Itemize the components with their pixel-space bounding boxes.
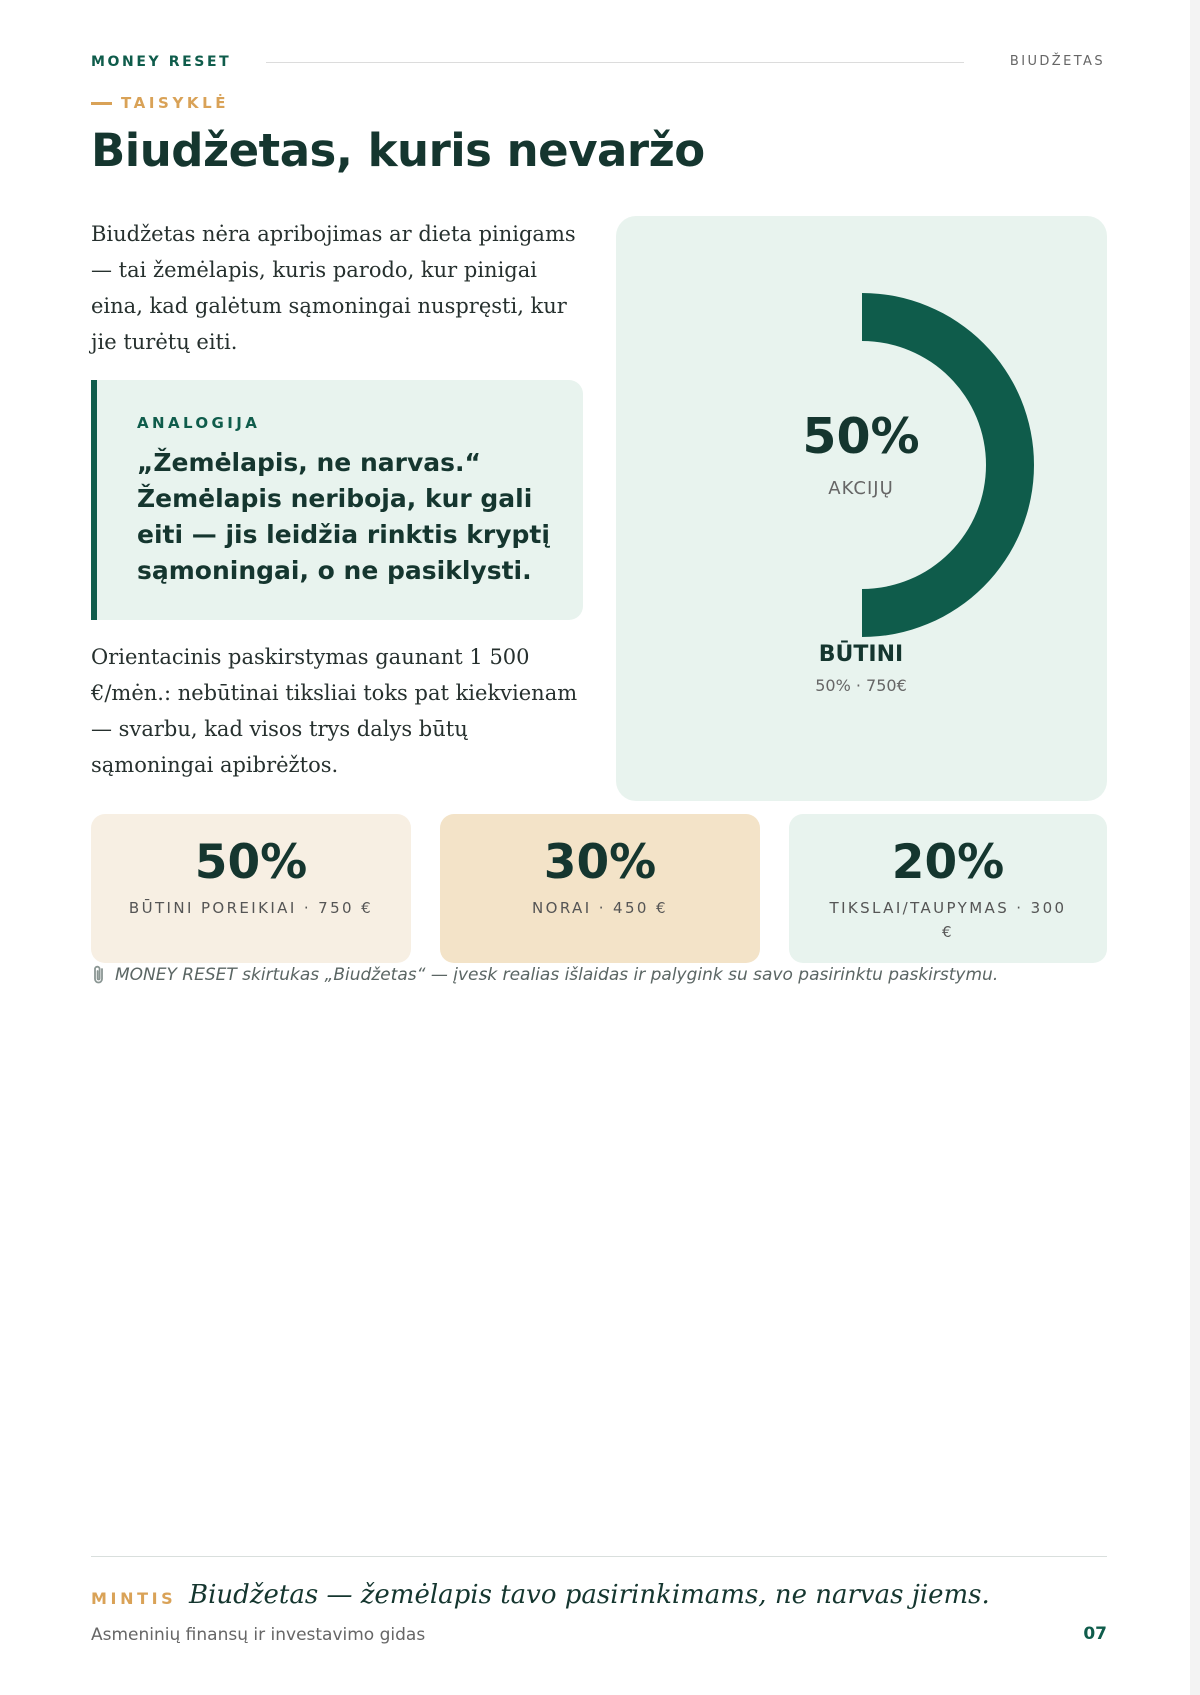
analogy-text xyxy=(137,445,557,589)
tool-note xyxy=(91,964,1111,986)
stat-card-wants xyxy=(440,814,760,963)
stat-value: 50% xyxy=(194,835,308,890)
tool-note-text: MONEY RESET skirtukas „Biudžetas“ — įvesk realias išlaidas ir palygink su savo pasirinktu paskirstymu. xyxy=(115,965,999,985)
analogy-quote: „Žemėlapis, ne narvas.“ xyxy=(137,448,481,477)
stat-value: 30% xyxy=(543,835,657,890)
kicker-label: TAISYKLĖ xyxy=(121,94,230,112)
brand-name: MONEY RESET xyxy=(91,54,232,70)
kicker-dash-icon xyxy=(91,102,112,105)
page-number: 07 xyxy=(1083,1624,1107,1644)
page-edge xyxy=(1190,0,1200,1695)
segment-name: BŪTINI xyxy=(818,642,904,667)
footer-subtitle: Asmeninių finansų ir investavimo gidas xyxy=(91,1625,426,1645)
page-title: Biudžetas, kuris nevaržo xyxy=(91,124,705,177)
paperclip-icon xyxy=(91,964,107,986)
stat-value: 20% xyxy=(891,835,1005,890)
stat-label: TIKSLAI/TAUPYMAS · 300 € xyxy=(829,899,1067,941)
segment-detail: 50% · 750€ xyxy=(815,676,907,695)
thought-text: Biudžetas — žemėlapis tavo pasirinkimams, ne narvas jiems. xyxy=(189,1580,990,1610)
footer-divider xyxy=(91,1556,1107,1557)
section-tag: BIUDŽETAS xyxy=(1009,54,1105,69)
thought-label: MINTIS xyxy=(91,1589,177,1608)
stat-label: NORAI · 450 € xyxy=(532,899,668,917)
stat-card-needs xyxy=(91,814,411,963)
header-divider xyxy=(266,62,964,63)
donut-chart-card xyxy=(616,216,1107,801)
donut-segment-butini xyxy=(862,293,1034,637)
donut-chart xyxy=(616,216,1107,801)
analogy-body: Žemėlapis neriboja, kur gali eiti — jis leidžia rinktis kryptį sąmoningai, o ne pasiklysti. xyxy=(137,484,550,585)
intro-paragraph: Biudžetas nėra apribojimas ar dieta pinigams — tai žemėlapis, kuris parodo, kur pinigai eina, kad galėtum sąmoningai nuspręsti, kur jie turėtų eiti. xyxy=(91,222,576,354)
analogy-box xyxy=(91,380,583,620)
stat-label: BŪTINI POREIKIAI · 750 € xyxy=(128,899,374,917)
stat-card-savings xyxy=(789,814,1107,963)
kicker xyxy=(91,94,229,112)
allocation-paragraph: Orientacinis paskirstymas gaunant 1 500 €/mėn.: nebūtinai tiksliai toks pat kiekvienam — svarbu, kad visos trys dalys būtų sąmoningai apibrėžtos. xyxy=(91,645,578,777)
donut-center-value: 50% xyxy=(802,408,920,465)
donut-center-label: AKCIJŲ xyxy=(828,478,894,499)
analogy-label: ANALOGIJA xyxy=(137,414,261,432)
